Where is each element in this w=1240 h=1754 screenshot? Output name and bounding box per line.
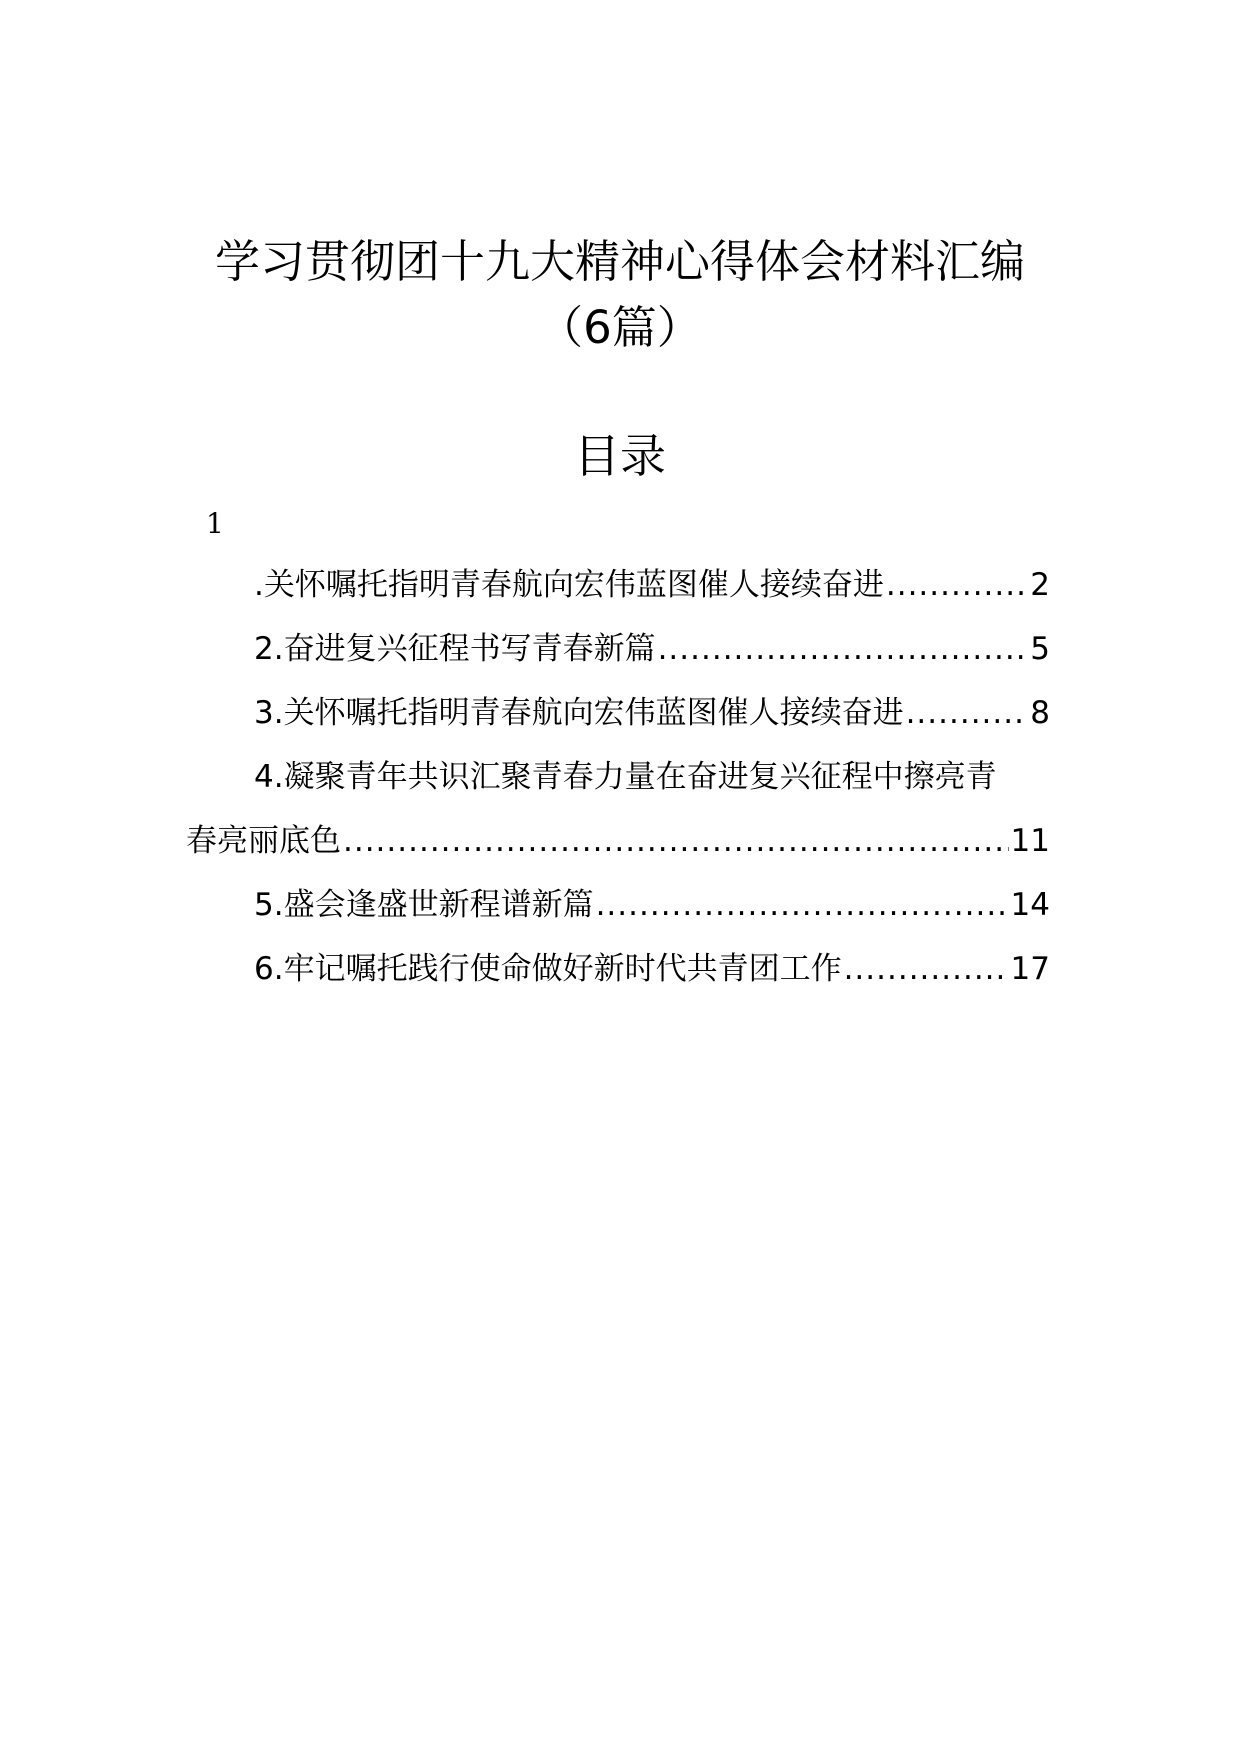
- document-title: 学习贯彻团十九大精神心得体会材料汇编: [214, 235, 1025, 288]
- toc-heading: 目录: [574, 429, 666, 483]
- toc-dot-leader: [886, 560, 1028, 610]
- toc-entry-page: 5: [1030, 631, 1050, 667]
- stray-page-number: 1: [206, 507, 224, 540]
- toc-entry[interactable]: [186, 816, 1050, 866]
- toc-entry[interactable]: [254, 624, 1050, 674]
- toc-entry-title: 5.盛会逢盛世新程谱新篇: [254, 887, 594, 923]
- toc-entry-title: 2.奋进复兴征程书写青春新篇: [254, 631, 656, 667]
- toc-entry[interactable]: [254, 560, 1050, 610]
- toc-entry-page: 11: [1010, 823, 1050, 859]
- toc-entry[interactable]: [254, 688, 1050, 738]
- toc-entry-title: .关怀嘱托指明青春航向宏伟蓝图催人接续奋进: [254, 567, 884, 603]
- toc-entry-title-line2: 春亮丽底色: [186, 823, 341, 859]
- toc-dot-leader: [658, 624, 1029, 674]
- toc-entry[interactable]: [254, 944, 1050, 994]
- toc-dot-leader: [844, 944, 1009, 994]
- document-subtitle-count: （6篇）: [538, 301, 702, 354]
- toc-entry-title: 6.牢记嘱托践行使命做好新时代共青团工作: [254, 951, 842, 987]
- toc-dot-leader: [596, 880, 1009, 930]
- toc-entry-page: 14: [1010, 887, 1050, 923]
- toc-entry-title-line1[interactable]: 4.凝聚青年共识汇聚青春力量在奋进复兴征程中擦亮青: [254, 759, 997, 795]
- toc-entry[interactable]: [254, 880, 1050, 930]
- toc-entry-page: 2: [1030, 567, 1050, 603]
- toc-entry-title: 3.关怀嘱托指明青春航向宏伟蓝图催人接续奋进: [254, 695, 904, 731]
- toc-dot-leader: [906, 688, 1029, 738]
- toc-entry-page: 17: [1010, 951, 1050, 987]
- toc-dot-leader: [343, 816, 1009, 866]
- toc-entry-page: 8: [1030, 695, 1050, 731]
